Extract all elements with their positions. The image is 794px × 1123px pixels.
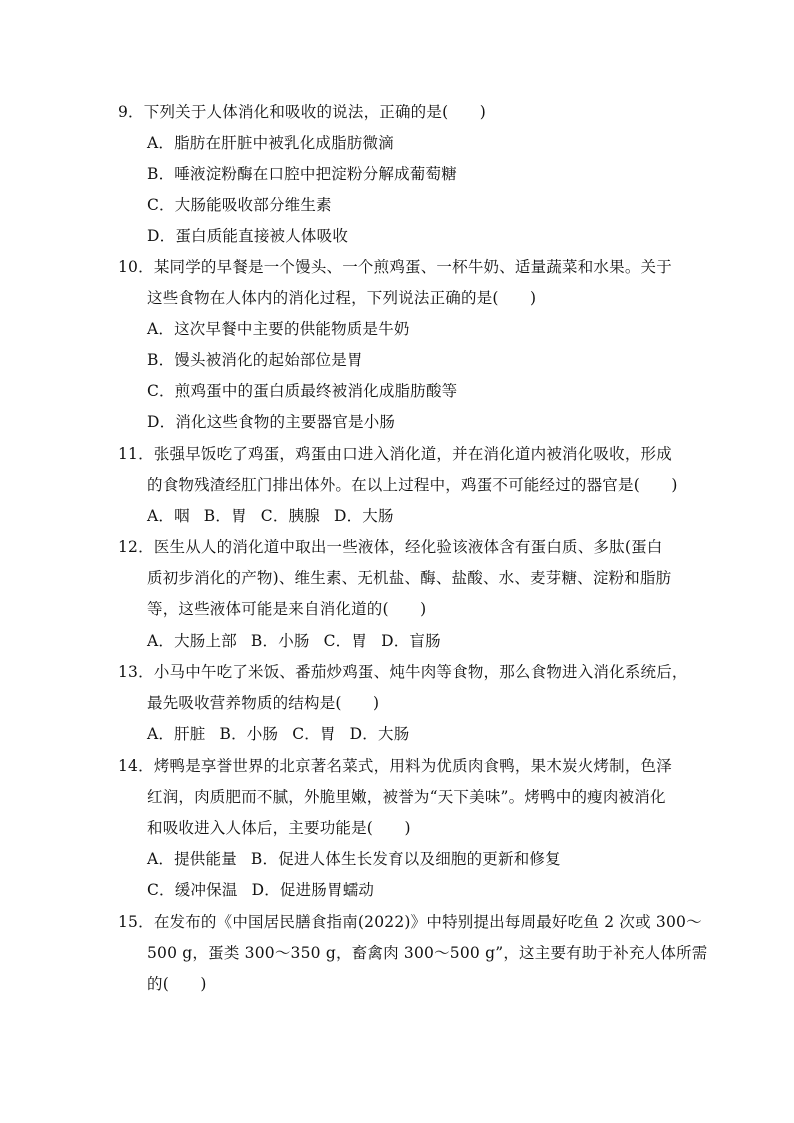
question-13-option-c: C．胃	[292, 725, 336, 743]
question-11-option-c: C．胰腺	[260, 507, 320, 525]
question-9-option-a: A．脂肪在肝脏中被乳化成脂肪微滴	[147, 134, 394, 152]
question-13-stem-line-1: 13．小马中午吃了米饭、番茄炒鸡蛋、炖牛肉等食物，那么食物进入消化系统后，	[118, 663, 688, 681]
question-13-option-b: B．小肠	[219, 725, 279, 743]
question-15-stem-line-1: 15．在发布的《中国居民膳食指南(2022)》中特别提出每周最好吃鱼 2 次或 300～	[118, 913, 702, 931]
question-11-stem-line-1: 11．张强早饭吃了鸡蛋，鸡蛋由口进入消化道，并在消化道内被消化吸收，形成	[118, 445, 672, 463]
question-9-option-b: B．唾液淀粉酶在口腔中把淀粉分解成葡萄糖	[147, 165, 457, 183]
question-10-option-d: D．消化这些食物的主要器官是小肠	[147, 413, 396, 431]
question-13-option-a: A．肝脏	[147, 725, 206, 743]
question-11-stem-line-2: 的食物残渣经肛门排出体外。在以上过程中，鸡蛋不可能经过的器官是( )	[147, 476, 678, 494]
question-14-options-row-1	[147, 849, 561, 869]
question-11-option-b: B．胃	[203, 507, 247, 525]
question-14-option-d: D．促进肠胃蠕动	[251, 881, 375, 899]
question-12-stem-line-3: 等，这些液体可能是来自消化道的( )	[147, 600, 427, 618]
question-13-stem-line-2: 最先吸收营养物质的结构是( )	[147, 694, 380, 712]
question-12-stem-line-1: 12．医生从人的消化道中取出一些液体，经化验该液体含有蛋白质、多肽(蛋白	[118, 538, 663, 556]
question-12-stem-line-2: 质初步消化的产物)、维生素、无机盐、酶、盐酸、水、麦芽糖、淀粉和脂肪	[147, 569, 672, 587]
question-12-option-a: A．大肠上部	[147, 632, 237, 650]
question-14-stem-line-1: 14．烤鸭是享誉世界的北京著名菜式，用料为优质肉食鸭，果木炭火烤制，色泽	[118, 757, 672, 775]
question-9-stem: 9．下列关于人体消化和吸收的说法，正确的是( )	[118, 103, 486, 121]
question-14-option-c: C．缓冲保温	[147, 881, 238, 899]
question-15-stem-line-2: 500 g，蛋类 300～350 g，畜禽肉 300～500 g”，这主要有助于补充人体所需	[147, 944, 708, 962]
question-11-option-d: D．大肠	[333, 507, 394, 525]
question-12-option-b: B．小肠	[250, 632, 310, 650]
question-10-option-c: C．煎鸡蛋中的蛋白质最终被消化成脂肪酸等	[147, 382, 458, 400]
question-14-stem-line-2: 红润，肉质肥而不腻，外脆里嫩，被誉为“天下美味”。烤鸭中的瘦肉被消化	[147, 788, 666, 806]
question-15-stem-line-3: 的( )	[147, 975, 207, 993]
question-14-option-b: B．促进人体生长发育以及细胞的更新和修复	[250, 850, 561, 868]
question-10-stem-line-1: 10．某同学的早餐是一个馒头、一个煎鸡蛋、一杯牛奶、适量蔬菜和水果。关于	[118, 258, 672, 276]
question-9-option-d: D．蛋白质能直接被人体吸收	[147, 227, 349, 245]
question-10-option-b: B．馒头被消化的起始部位是胃	[147, 351, 363, 369]
question-12-option-d: D．盲肠	[381, 632, 441, 650]
question-11-option-a: A．咽	[147, 507, 190, 525]
question-12-options	[147, 631, 441, 651]
question-14-option-a: A．提供能量	[147, 850, 237, 868]
question-11-options	[147, 506, 394, 526]
question-10-option-a: A．这次早餐中主要的供能物质是牛奶	[147, 320, 410, 338]
question-14-options-row-2	[147, 880, 374, 900]
question-13-option-d: D．大肠	[349, 725, 410, 743]
question-12-option-c: C．胃	[323, 632, 368, 650]
question-10-stem-line-2: 这些食物在人体内的消化过程，下列说法正确的是( )	[147, 289, 537, 307]
question-14-stem-line-3: 和吸收进入人体后，主要功能是( )	[147, 819, 411, 837]
question-13-options	[147, 724, 409, 744]
question-9-option-c: C．大肠能吸收部分维生素	[147, 196, 332, 214]
